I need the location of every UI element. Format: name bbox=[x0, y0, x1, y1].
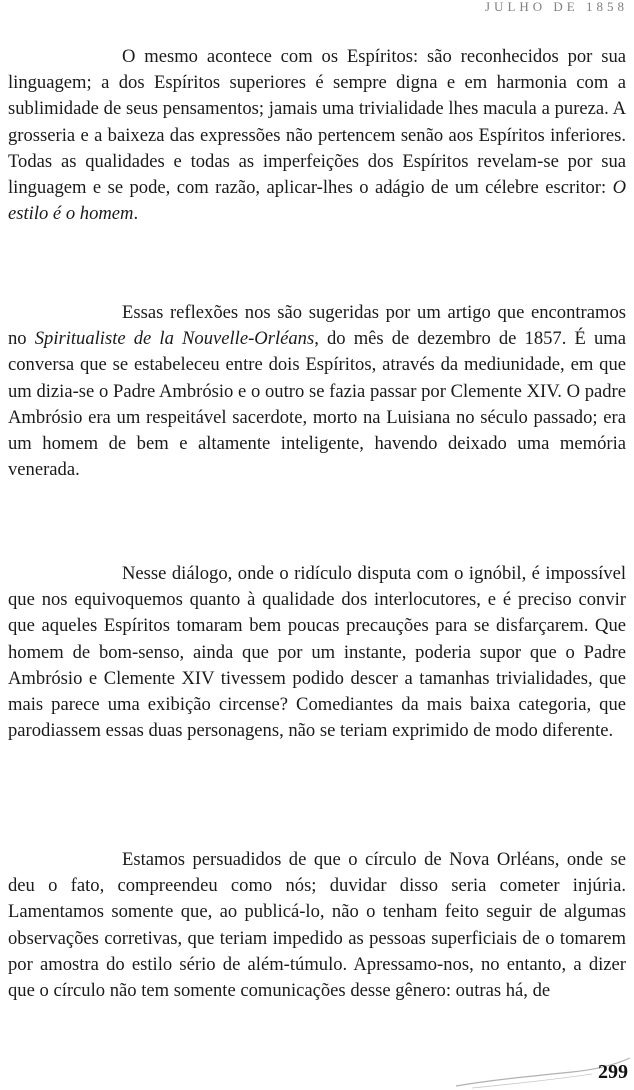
paragraph-2-text-b: , do mês de dezembro de 1857. É uma conversa que se estabeleceu entre dois Espíritos, através da mediunidade, em que um dizia-se o Padre Ambrósio e o outro se fazia passar por Clemente XIV. O padre Ambrósio era um respeitável sacerdote, morto na Luisiana no século passado; era um homem de bem e altamente inteligente, havendo deixado uma memória venerada. bbox=[8, 328, 626, 481]
publication-title-italic: Spiritualiste de la Nouvelle-Orléans bbox=[34, 328, 315, 350]
paragraph-4 bbox=[8, 847, 626, 1004]
paragraph-1-text-b: . bbox=[133, 203, 139, 225]
paragraph-3 bbox=[8, 561, 626, 744]
quote-italic: O estilo é o homem bbox=[8, 177, 626, 225]
page-number: 299 bbox=[598, 1061, 628, 1083]
running-head: JULHO DE 1858 bbox=[485, 0, 628, 14]
paragraph-4-text: Estamos persuadidos de que o círculo de Nova Orléans, onde se deu o fato, compreendeu como nós; duvidar disso seria cometer injúria. Lamentamos somente que, ao publicá-lo, não o tenham feito seguir de algumas observações corretivas, que teriam impedido as pessoas superficiais de o tomarem por amostra do estilo sério de além-túmulo. Apressamo-nos, no entanto, a dizer que o círculo não tem somente comunicações desse gênero: outras há, de bbox=[8, 849, 626, 1002]
paragraph-2 bbox=[8, 300, 626, 483]
paragraph-1-text-a: O mesmo acontece com os Espíritos: são reconhecidos por sua linguagem; a dos Espíritos superiores é sempre digna e em harmonia com a sublimidade de seus pensamentos; jamais uma trivialidade lhes macula a pureza. A grosseria e a baixeza das expressões não pertencem senão aos Espíritos inferiores. Todas as qualidades e todas as imperfeições dos Espíritos revelam-se por sua linguagem e se pode, com razão, aplicar-lhes o adágio de um célebre escritor: bbox=[8, 46, 626, 199]
paragraph-3-text: Nesse diálogo, onde o ridículo disputa com o ignóbil, é impossível que nos equivoquemos quanto à qualidade dos interlocutores, e é preciso convir que aqueles Espíritos tomaram bem poucas precauções para se disfarçarem. Que homem de bom-senso, ainda que por um instante, poderia supor que o Padre Ambrósio e Clemente XIV tivessem podido descer a tamanhas trivialidades, que mais parece uma exibição circense? Comediantes da mais baixa categoria, que parodiassem essas duas personagens, não se teriam exprimido de modo diferente. bbox=[8, 563, 626, 742]
paragraph-2-text-a: Essas reflexões nos são sugeridas por um artigo que encontramos no bbox=[8, 302, 626, 350]
paragraph-1 bbox=[8, 44, 626, 227]
